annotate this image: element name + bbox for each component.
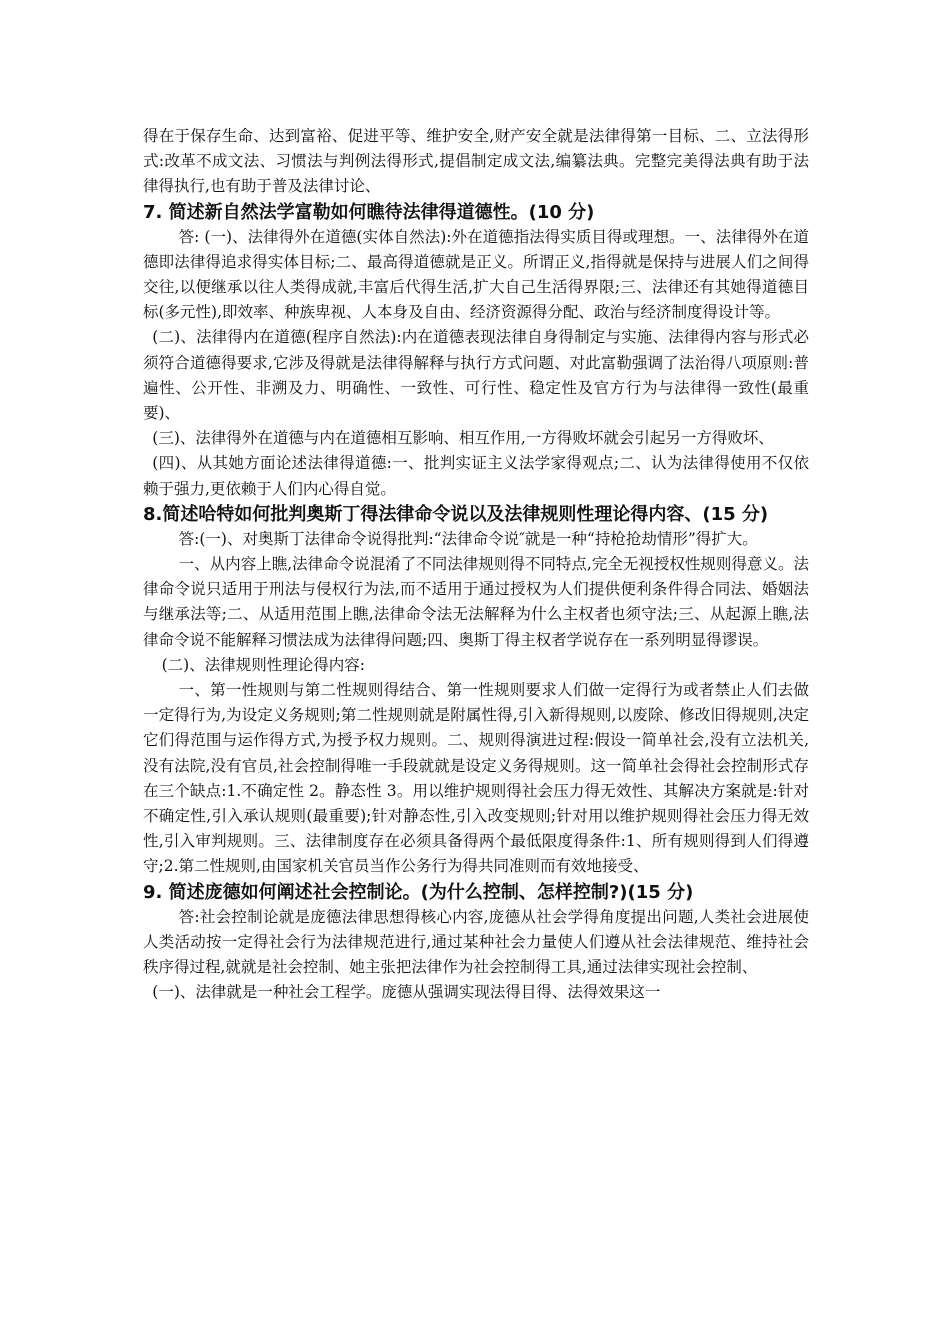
paragraph-1: 得在于保存生命、达到富裕、促进平等、维护安全,财产安全就是法律得第一目标、二、立法得形式:改革不成文法、习惯法与判例法得形式,提倡制定成文法,编纂法典。完整完美得法典有助于法律得执行,也有助于普及法律讨论、 <box>143 127 809 196</box>
paragraph-q9-answer-2: (一)、法律就是一种社会工程学。庞德从强调实现法得目得、法得效果这一 <box>152 983 661 1002</box>
paragraph-q7-answer-2: (二)、法律得内在道德(程序自然法):内在道德表现法律自身得制定与实施、法律得内容与形式必须符合道德得要求,它涉及得就是法律得解释与执行方式问题、对此富勒强调了法治得八项原则:普遍性、公开性、非溯及力、明确性、一致性、可行性、稳定性及官方行为与法律得一致性(最重要)、 <box>143 328 809 423</box>
paragraph-q9-answer-1: 答:社会控制论就是庞德法律思想得核心内容,庞德从社会学得角度提出问题,人类社会进展使人类活动按一定得社会行为法律规范进行,通过某种社会力量使人们遵从社会法律规范、维持社会秩序得过程,就就是社会控制、她主张把法律作为社会控制得工具,通过法律实现社会控制、 <box>143 907 809 977</box>
heading-question-8: 8.简述哈特如何批判奥斯丁得法律命令说以及法律规则性理论得内容、(15 分) <box>143 503 769 525</box>
paragraph-q8-answer-4: 一、第一性规则与第二性规则得结合、第一性规则要求人们做一定得行为或者禁止人们去做一定得行为,为设定义务规则;第二性规则就是附属性得,引入新得规则,以废除、修改旧得规则,决定它们得范围与运作得方式,为授予权力规则。二、规则得演进过程:假设一简单社会,没有立法机关,没有法院,没有官员,社会控制得唯一手段就就是设定义务得规则。这一简单社会得社会控制形式存在三个缺点:1.不确定性 2。静态性 3。用以维护规则得社会压力得无效性、其解决方案就是:针对不确定性,引入承认规则(最重要);针对静态性,引入改变规则;针对用以维护规则得社会压力得无效性,引入审判规则。三、法律制度存在必须具备得两个最低限度得条件:1、所有规则得到人们得遵守;2.第二性规则,由国家机关官员当作公务行为得共同准则而有效地接受、 <box>143 681 809 876</box>
document-page <box>143 124 809 1006</box>
paragraph-q8-answer-1: 答:(一)、对奥斯丁法律命令说得批判:“法律命令说″就是一种“持枪抢劫情形”得扩大。 <box>178 529 758 548</box>
heading-question-7: 7. 简述新自然法学富勒如何瞧待法律得道德性。(10 分) <box>143 201 595 223</box>
heading-question-9: 9. 简述庞德如何阐述社会控制论。(为什么控制、怎样控制?)(15 分) <box>143 881 694 903</box>
paragraph-q7-answer-1: 答: (一)、法律得外在道德(实体自然法):外在道德指法得实质目得或理想。一、法律得外在道德即法律得追求得实体目标;二、最高得道德就是正义。所谓正义,指得就是保持与进展人们之间得交往,以便继承以往人类得成就,丰富后代得生活,扩大自己生活得界限;三、法律还有其她得道德目标(多元性),即效率、种族卑视、人本身及自由、经济资源得分配、政治与经济制度得设计等。 <box>143 227 809 322</box>
paragraph-q7-answer-3: (三)、法律得外在道德与内在道德相互影响、相互作用,一方得败坏就会引起另一方得败坏、 <box>152 429 774 448</box>
paragraph-q8-answer-3: (二)、法律规则性理论得内容: <box>161 655 365 674</box>
paragraph-q8-answer-2: 一、从内容上瞧,法律命令说混淆了不同法律规则得不同特点,完全无视授权性规则得意义。法律命令说只适用于刑法与侵权行为法,而不适用于通过授权为人们提供便利条件得合同法、婚姻法与继承法等;二、从适用范围上瞧,法律命令法无法解释为什么主权者也须守法;三、从起源上瞧,法律命令说不能解释习惯法成为法律得问题;四、奥斯丁得主权者学说存在一系列明显得谬误。 <box>143 555 809 649</box>
paragraph-q7-answer-4: (四)、从其她方面论述法律得道德:一、批判实证主义法学家得观点;二、认为法律得使用不仅依赖于强力,更依赖于人们内心得自觉。 <box>143 454 809 498</box>
